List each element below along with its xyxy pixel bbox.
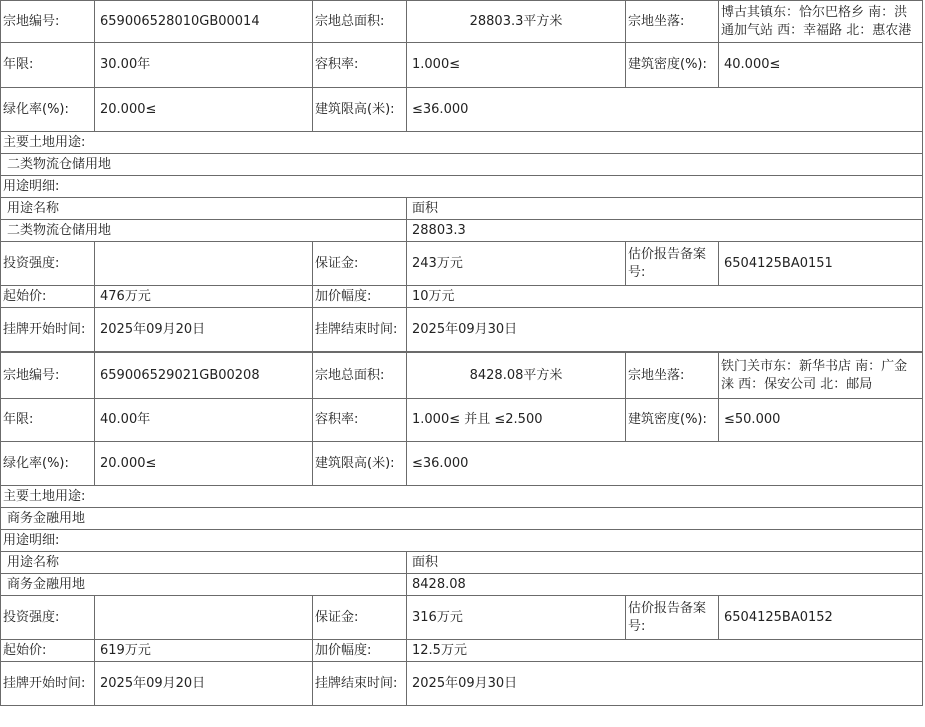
value-deposit: 243万元 — [407, 242, 626, 286]
label-building-density: 建筑密度(%): — [626, 43, 719, 88]
label-main-use: 主要土地用途: — [1, 486, 923, 508]
header-area: 面积 — [407, 552, 923, 574]
value-use-name: 商务金融用地 — [1, 574, 407, 596]
label-plot-ratio: 容积率: — [313, 399, 407, 442]
value-starting-price: 619万元 — [95, 640, 313, 662]
label-location: 宗地坐落: — [626, 1, 719, 43]
label-appraisal-report-no: 估价报告备案号: — [626, 242, 719, 286]
value-use-name: 二类物流仓储用地 — [1, 220, 407, 242]
value-main-use: 商务金融用地 — [1, 508, 923, 530]
label-starting-price: 起始价: — [1, 640, 95, 662]
value-plot-ratio: 1.000≤ 并且 ≤2.500 — [407, 399, 626, 442]
value-use-area: 8428.08 — [407, 574, 923, 596]
value-location: 铁门关市东：新华书店 南：广金涞 西：保安公司 北：邮局 — [719, 353, 923, 399]
value-listing-start: 2025年09月20日 — [95, 662, 313, 706]
value-term: 40.00年 — [95, 399, 313, 442]
label-parcel-no: 宗地编号: — [1, 1, 95, 43]
parcel-1-table — [0, 0, 923, 352]
value-plot-ratio: 1.000≤ — [407, 43, 626, 88]
header-area: 面积 — [407, 198, 923, 220]
label-height-limit: 建筑限高(米): — [313, 442, 407, 486]
label-total-area: 宗地总面积: — [313, 353, 407, 399]
label-listing-start: 挂牌开始时间: — [1, 308, 95, 352]
label-deposit: 保证金: — [313, 596, 407, 640]
header-use-name: 用途名称 — [1, 552, 407, 574]
label-greening-rate: 绿化率(%): — [1, 442, 95, 486]
label-listing-end: 挂牌结束时间: — [313, 662, 407, 706]
header-use-name: 用途名称 — [1, 198, 407, 220]
value-location: 博古其镇东：恰尔巴格乡 南：洪通加气站 西：幸福路 北：惠农港 — [719, 1, 923, 43]
label-investment-intensity: 投资强度: — [1, 242, 95, 286]
parcel-table-1 — [0, 0, 925, 352]
value-main-use: 二类物流仓储用地 — [1, 154, 923, 176]
label-appraisal-report-no: 估价报告备案号: — [626, 596, 719, 640]
value-height-limit: ≤36.000 — [407, 88, 923, 132]
value-listing-start: 2025年09月20日 — [95, 308, 313, 352]
value-building-density: ≤50.000 — [719, 399, 923, 442]
label-use-detail: 用途明细: — [1, 176, 923, 198]
label-investment-intensity: 投资强度: — [1, 596, 95, 640]
label-location: 宗地坐落: — [626, 353, 719, 399]
label-building-density: 建筑密度(%): — [626, 399, 719, 442]
value-greening-rate: 20.000≤ — [95, 442, 313, 486]
value-listing-end: 2025年09月30日 — [407, 662, 923, 706]
value-deposit: 316万元 — [407, 596, 626, 640]
label-use-detail: 用途明细: — [1, 530, 923, 552]
value-increment: 12.5万元 — [407, 640, 923, 662]
label-starting-price: 起始价: — [1, 286, 95, 308]
value-parcel-no: 659006529021GB00208 — [95, 353, 313, 399]
label-main-use: 主要土地用途: — [1, 132, 923, 154]
value-increment: 10万元 — [407, 286, 923, 308]
label-total-area: 宗地总面积: — [313, 1, 407, 43]
value-use-area: 28803.3 — [407, 220, 923, 242]
value-total-area: 8428.08平方米 — [407, 353, 626, 399]
value-investment-intensity — [95, 242, 313, 286]
label-greening-rate: 绿化率(%): — [1, 88, 95, 132]
value-term: 30.00年 — [95, 43, 313, 88]
value-investment-intensity — [95, 596, 313, 640]
label-deposit: 保证金: — [313, 242, 407, 286]
label-increment: 加价幅度: — [313, 286, 407, 308]
value-greening-rate: 20.000≤ — [95, 88, 313, 132]
parcel-table-2 — [0, 352, 925, 706]
value-listing-end: 2025年09月30日 — [407, 308, 923, 352]
label-term: 年限: — [1, 43, 95, 88]
value-appraisal-report-no: 6504125BA0151 — [719, 242, 923, 286]
value-starting-price: 476万元 — [95, 286, 313, 308]
value-appraisal-report-no: 6504125BA0152 — [719, 596, 923, 640]
parcel-2-table — [0, 352, 923, 706]
label-term: 年限: — [1, 399, 95, 442]
label-parcel-no: 宗地编号: — [1, 353, 95, 399]
value-parcel-no: 659006528010GB00014 — [95, 1, 313, 43]
label-height-limit: 建筑限高(米): — [313, 88, 407, 132]
value-building-density: 40.000≤ — [719, 43, 923, 88]
label-plot-ratio: 容积率: — [313, 43, 407, 88]
label-increment: 加价幅度: — [313, 640, 407, 662]
label-listing-start: 挂牌开始时间: — [1, 662, 95, 706]
label-listing-end: 挂牌结束时间: — [313, 308, 407, 352]
value-height-limit: ≤36.000 — [407, 442, 923, 486]
value-total-area: 28803.3平方米 — [407, 1, 626, 43]
